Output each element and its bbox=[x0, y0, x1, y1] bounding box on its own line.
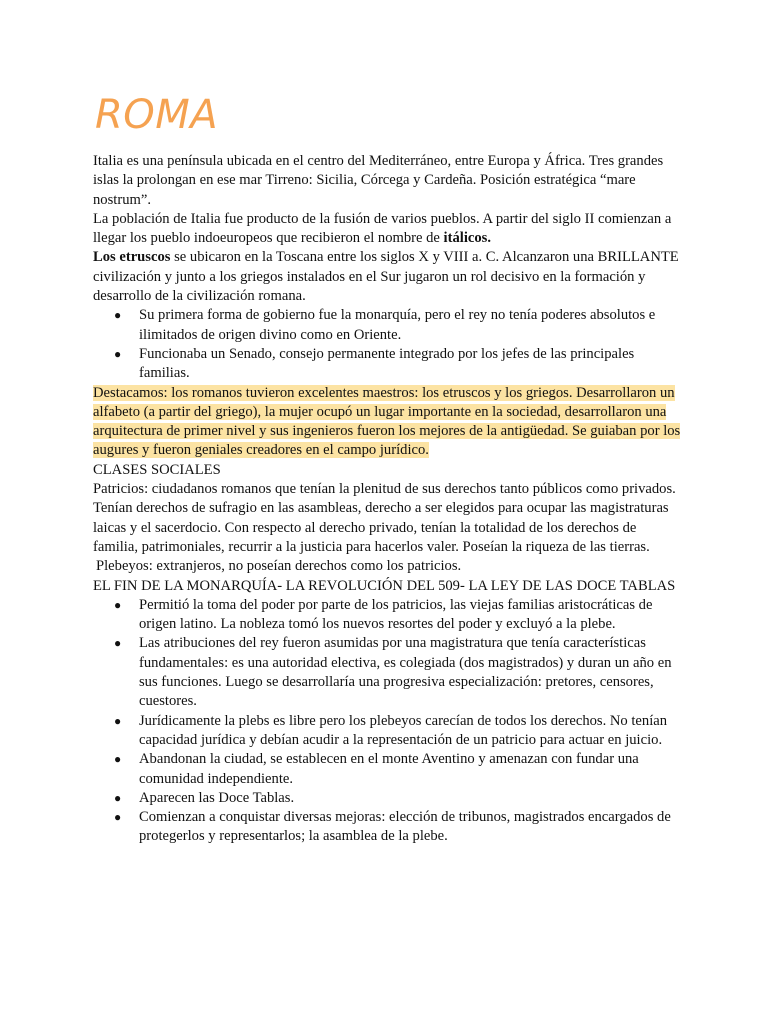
etruscos-text: se ubicaron en la Toscana entre los siglos X y VIII a. C. Alcanzaron una BRILLANTE civilización y junto a los griegos instalados en el Sur jugaron un rol decisivo en la formación y desarrollo de la civilización romana. bbox=[93, 249, 679, 305]
list-item bbox=[93, 345, 683, 384]
list-item-text: Abandonan la ciudad, se establecen en el monte Aventino y amenazan con fundar una comunidad independiente. bbox=[139, 751, 639, 787]
plebeyos-paragraph: Plebeyos: extranjeros, no poseían derechos como los patricios. bbox=[96, 558, 462, 575]
bullet-icon: ● bbox=[114, 636, 122, 651]
highlight-text: Destacamos: los romanos tuvieron excelentes maestros: los etruscos y los griegos. Desarrollaron un alfabeto (a partir del griego), la mujer ocupó un lugar importante en la sociedad, desarrollaron una arquitectura de primer nivel y sus ingenieros fueron los mejores de la antigüedad. Se guiaban por los augures y fueron geniales creadores en el campo jurídico. bbox=[93, 384, 681, 459]
highlighted-paragraph bbox=[93, 384, 683, 461]
bullet-icon: ● bbox=[114, 810, 122, 825]
list-item bbox=[93, 789, 683, 808]
monarquia-bullet-list bbox=[93, 596, 683, 847]
bullet-icon: ● bbox=[114, 597, 122, 612]
list-item-text: Su primera forma de gobierno fue la monarquía, pero el rey no tenía poderes absolutos e ilimitados de origen divino como en Oriente. bbox=[139, 307, 656, 343]
section-heading-monarquia: EL FIN DE LA MONARQUÍA- LA REVOLUCIÓN DEL 509- LA LEY DE LAS DOCE TABLAS bbox=[93, 577, 676, 594]
section-heading-clases: CLASES SOCIALES bbox=[93, 461, 221, 478]
etruscos-term: Los etruscos bbox=[93, 249, 171, 266]
intro-paragraph-population bbox=[93, 210, 683, 249]
bullet-icon: ● bbox=[114, 346, 122, 361]
bullet-icon: ● bbox=[114, 752, 122, 767]
list-item bbox=[93, 808, 683, 847]
bullet-icon: ● bbox=[114, 790, 122, 805]
italicos-term: itálicos. bbox=[443, 230, 491, 247]
list-item bbox=[93, 634, 683, 711]
bullet-icon: ● bbox=[114, 308, 122, 323]
list-item-text: Aparecen las Doce Tablas. bbox=[139, 789, 295, 806]
list-item-text: Comienzan a conquistar diversas mejoras: elección de tribunos, magistrados encargados de protegerlos y representarlos; la asamblea de la plebe. bbox=[139, 809, 671, 845]
list-item bbox=[93, 750, 683, 789]
document-title: ROMA bbox=[95, 92, 219, 138]
population-text: La población de Italia fue producto de la fusión de varios pueblos. A partir del siglo II comienzan a llegar los pueblo indoeuropeos que recibieron el nombre de bbox=[93, 210, 672, 247]
etruscos-bullet-list bbox=[93, 306, 683, 383]
list-item-text: Funcionaba un Senado, consejo permanente integrado por los jefes de las principales familias. bbox=[139, 345, 635, 382]
list-item-text: Las atribuciones del rey fueron asumidas por una magistratura que tenía características fundamentales: es una autoridad electiva, es colegiada (dos magistrados) y duran un año en sus funciones. Luego se desarrollaría una progresiva especialización: pretores, censores, cuestores. bbox=[139, 635, 672, 710]
intro-paragraph-etruscos bbox=[93, 248, 683, 306]
list-item-text: Jurídicamente la plebs es libre pero los plebeyos carecían de todos los derechos. No tenían capacidad jurídica y debían acudir a la representación de un patricio para actuar en juicio. bbox=[139, 712, 668, 748]
list-item bbox=[93, 596, 683, 635]
list-item bbox=[93, 306, 683, 345]
document-page bbox=[93, 90, 683, 847]
bullet-icon: ● bbox=[114, 713, 122, 728]
list-item-text: Permitió la toma del poder por parte de los patricios, las viejas familias aristocráticas de origen latino. La nobleza tomó los nuevos resortes del poder y excluyó a la plebe. bbox=[139, 596, 653, 633]
patricios-paragraph: Patricios: ciudadanos romanos que tenían la plenitud de sus derechos tanto públicos como privados. Tenían derechos de sufragio en las asambleas, derecho a ser elegidos para ocupar las magistraturas laicas y el sacerdocio. Con respecto al derecho privado, tenían la totalidad de los derechos de familia, patrimoniales, recurrir a la justicia para hacerlos valer. Poseían la riqueza de las tierras. bbox=[93, 481, 676, 555]
intro-paragraph-geography: Italia es una península ubicada en el centro del Mediterráneo, entre Europa y África. Tres grandes islas la prolongan en ese mar Tirreno: Sicilia, Córcega y Cardeña. Posición estratégica “mare nostrum”. bbox=[93, 153, 664, 208]
list-item bbox=[93, 712, 683, 751]
